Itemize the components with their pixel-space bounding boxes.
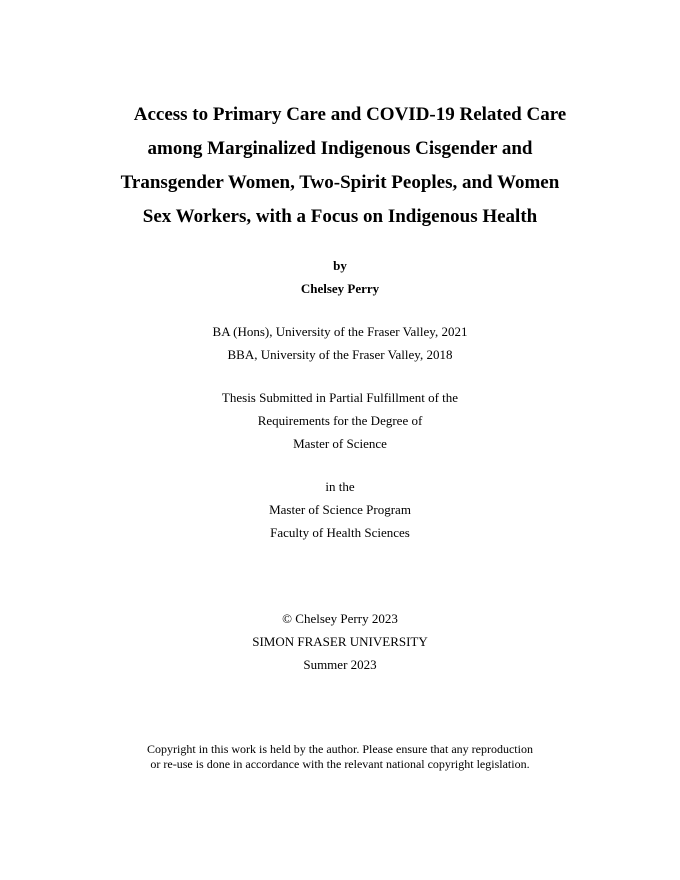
thesis-line-1: Thesis Submitted in Partial Fulfillment of the: [221, 390, 459, 405]
thesis-statement: [0, 386, 680, 455]
program-line-2: Master of Science Program: [269, 502, 411, 517]
title-line-3: Transgender Women, Two-Spirit Peoples, and Women: [120, 172, 560, 193]
title-line-4: Sex Workers, with a Focus on Indigenous Health: [142, 206, 538, 227]
title-line-1: Access to Primary Care and COVID-19 Related Care: [133, 104, 567, 125]
program-line-3: Faculty of Health Sciences: [270, 525, 410, 540]
notice-line-1: Copyright in this work is held by the author. Please ensure that any reproduction: [147, 742, 533, 756]
author-block: [0, 254, 680, 300]
notice-line-2: or re-use is done in accordance with the relevant national copyright legislation.: [150, 757, 530, 771]
term: Summer 2023: [303, 657, 377, 672]
previous-degrees: [0, 320, 680, 366]
thesis-title: [0, 98, 680, 234]
title-line-2: among Marginalized Indigenous Cisgender and: [147, 138, 533, 159]
copyright-block: [0, 607, 680, 676]
copyright-holder: © Chelsey Perry 2023: [282, 611, 398, 626]
by-label: by: [333, 258, 347, 273]
degree-line-2: BBA, University of the Fraser Valley, 2018: [227, 347, 453, 362]
degree-line-1: BA (Hons), University of the Fraser Valley, 2021: [212, 324, 468, 339]
thesis-line-2: Requirements for the Degree of: [257, 413, 423, 428]
university-name: SIMON FRASER UNIVERSITY: [252, 634, 428, 649]
thesis-line-3: Master of Science: [293, 436, 387, 451]
copyright-notice: [0, 742, 680, 772]
program-line-1: in the: [325, 479, 355, 494]
author-name: Chelsey Perry: [300, 281, 380, 296]
program-info: [0, 475, 680, 544]
